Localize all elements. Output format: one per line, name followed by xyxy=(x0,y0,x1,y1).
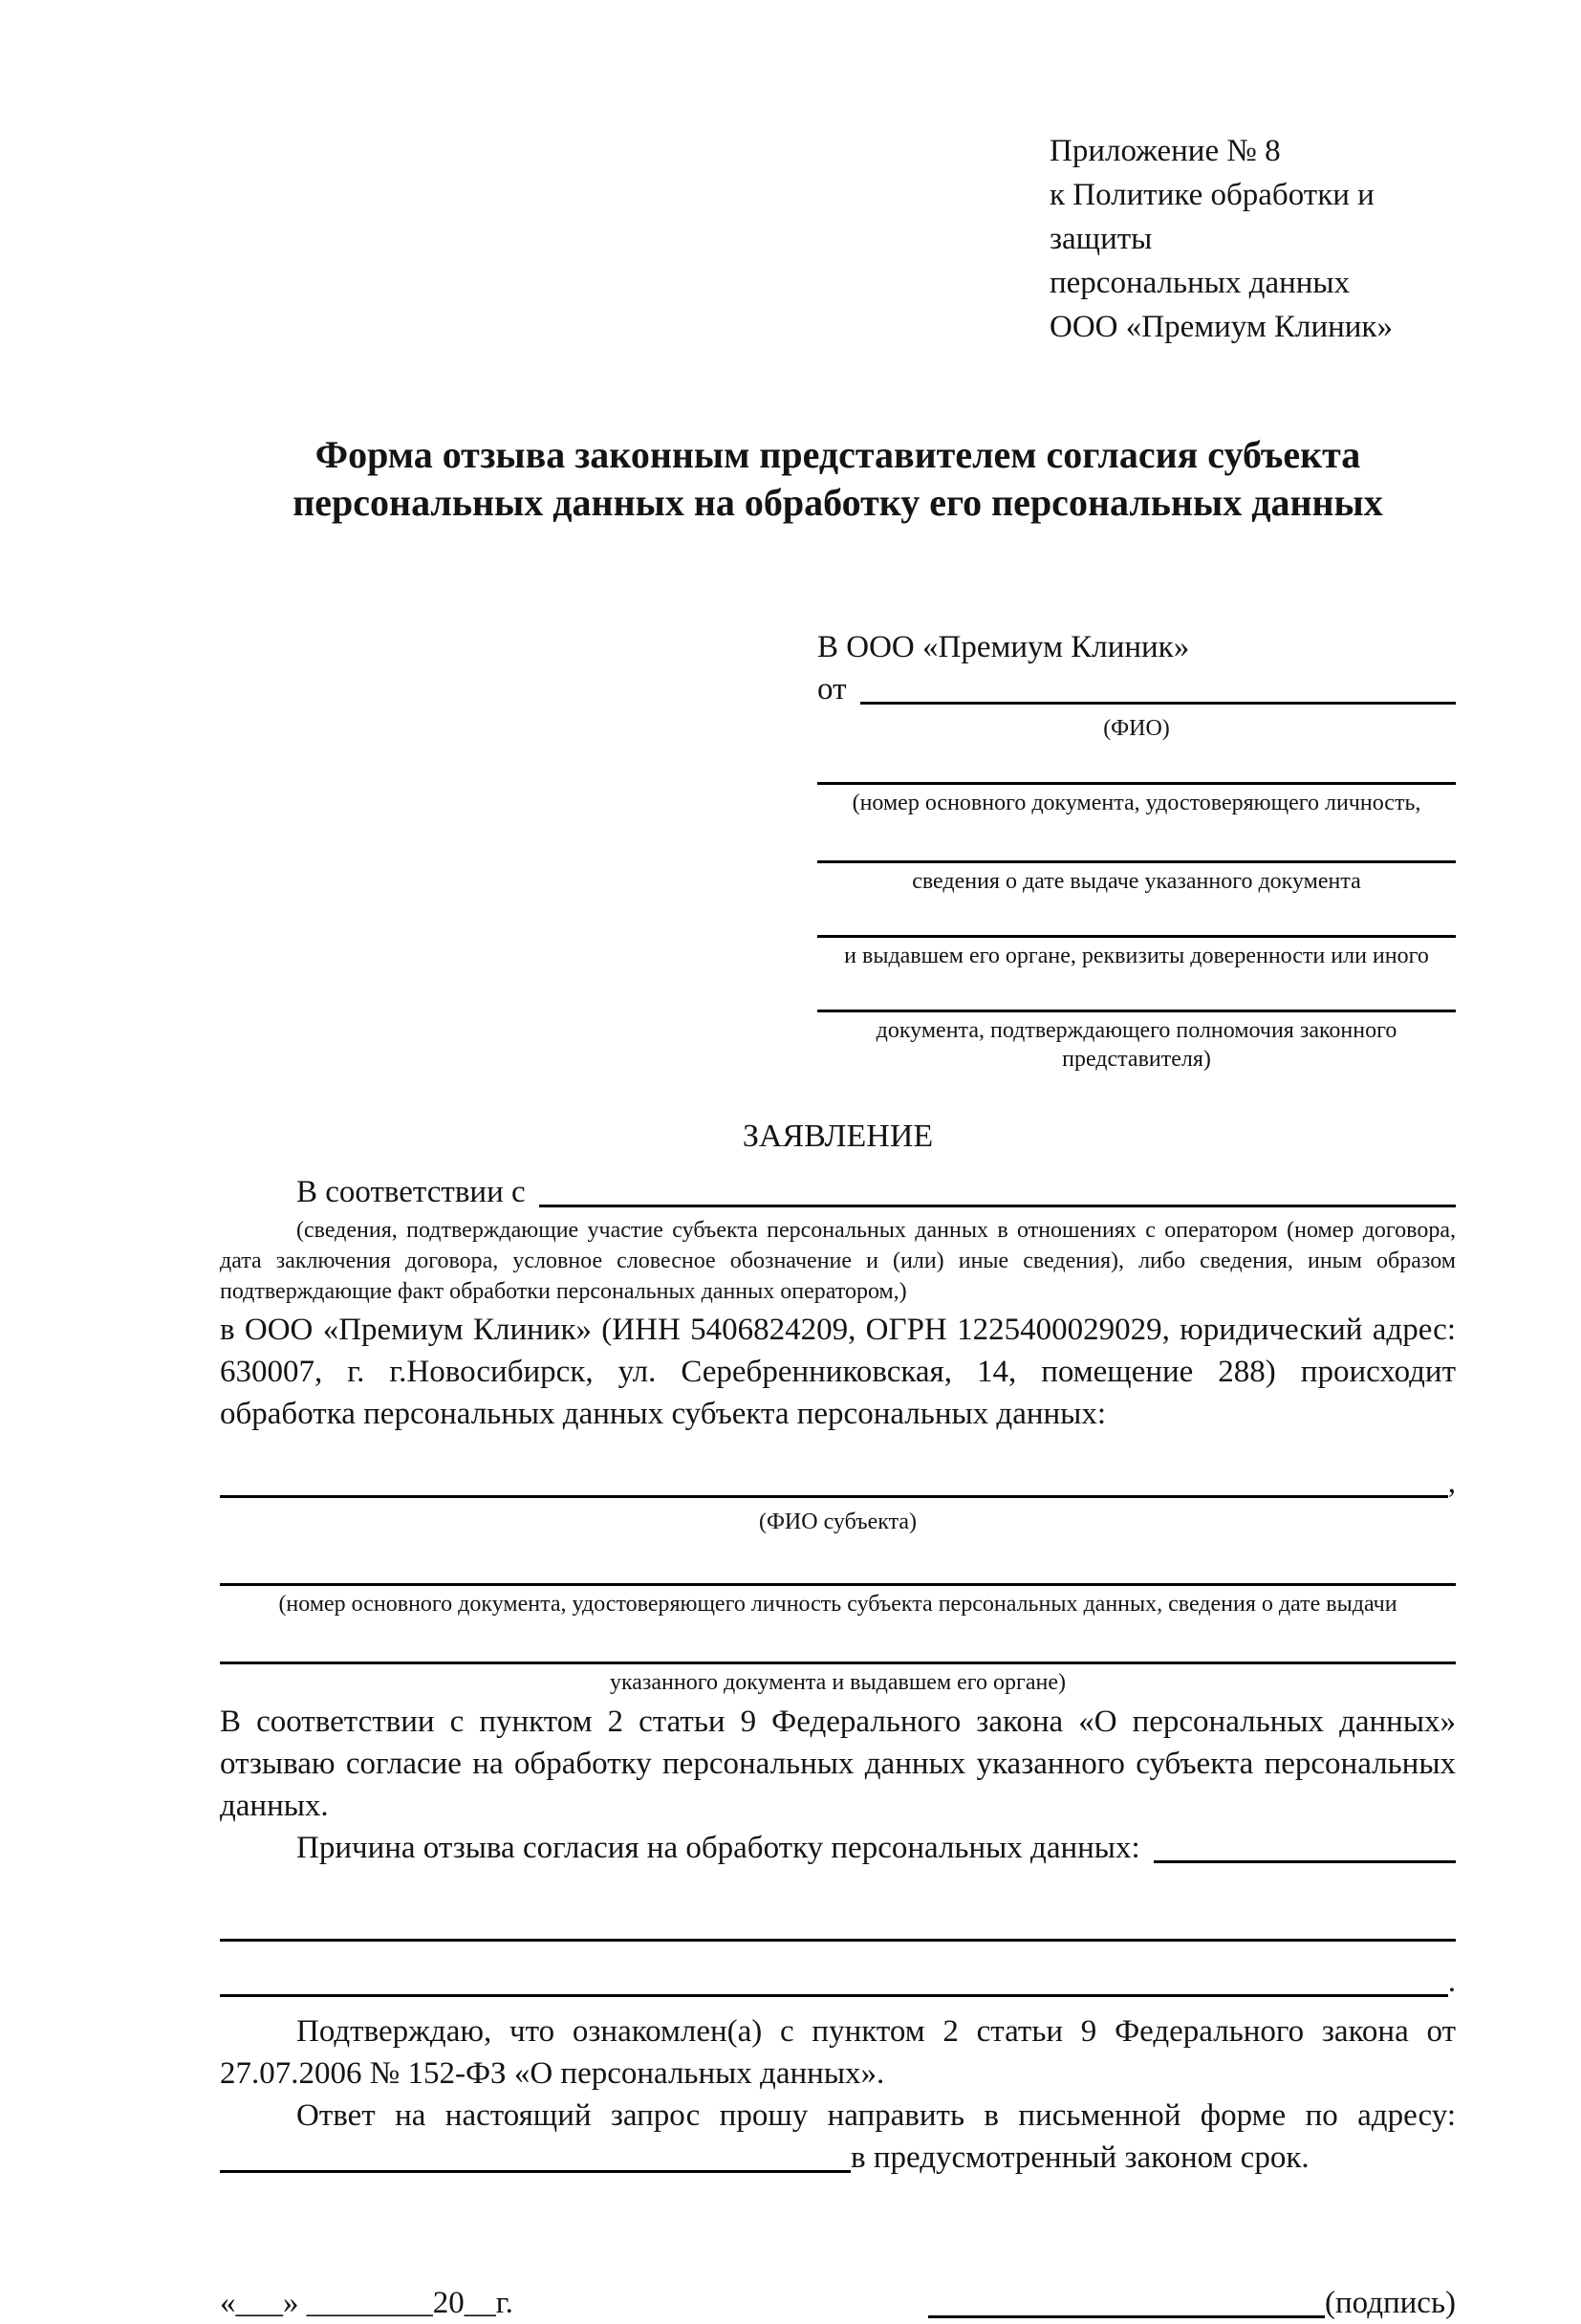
representative-doc-caption-4: документа, подтверждающего полномочия законного представителя) xyxy=(876,1018,1397,1072)
subject-fio-line-suffix: , xyxy=(1447,1466,1456,1500)
statement-heading: ЗАЯВЛЕНИЕ xyxy=(742,1119,934,1154)
accordance-field[interactable] xyxy=(539,1205,1456,1207)
reply-line-2 xyxy=(220,2137,1456,2179)
signature-field[interactable] xyxy=(928,2315,1325,2318)
reply-line-2-text: в предусмотренный законом срок. xyxy=(851,2140,1310,2175)
subject-fio-caption: (ФИО субъекта) xyxy=(758,1510,918,1534)
accordance-note: (сведения, подтверждающие участие субъекта персональных данных в отношениях с оператором (номер договора, дата заключения договора, условное словесное обозначение и (или) иные сведения), либо сведения, иным образом подтверждающие факт обработки персональных данных оператором,) xyxy=(220,1218,1456,1304)
reason-field[interactable] xyxy=(1154,1860,1456,1863)
appendix-line: Приложение № 8 xyxy=(1050,134,1281,168)
date-line[interactable]: «___» ________20__г. xyxy=(220,2286,513,2320)
document-title-line: персональных данных на обработку его персональных данных xyxy=(292,481,1383,524)
reply-line-1: Ответ на настоящий запрос прошу направить в письменной форме по адресу: xyxy=(296,2098,1456,2133)
signature-group xyxy=(928,2282,1456,2324)
reason-line xyxy=(220,1827,1456,1869)
subject-doc-caption-1: (номер основного документа, удостоверяющего личность субъекта персональных данных, сведения о дате выдачи xyxy=(278,1592,1397,1617)
reason-detail-field-1[interactable] xyxy=(220,1915,1456,1942)
document-title xyxy=(220,431,1456,527)
representative-doc-caption-3: и выдавшем его органе, реквизиты доверенности или иного xyxy=(844,944,1429,968)
representative-doc-caption-1: (номер основного документа, удостоверяющего личность, xyxy=(852,791,1421,815)
reason-detail-field-2[interactable] xyxy=(220,1994,1448,1997)
representative-doc-caption-2: сведения о дате выдаче указанного документа xyxy=(912,869,1361,894)
addressee-to: В ООО «Премиум Клиник» xyxy=(817,630,1190,664)
representative-doc-field-4[interactable] xyxy=(817,986,1456,1012)
reason-detail-suffix: . xyxy=(1447,1965,1456,1999)
subject-fio-line xyxy=(220,1462,1456,1504)
representative-doc-field-1[interactable] xyxy=(817,758,1456,785)
reply-address-field[interactable] xyxy=(220,2170,851,2173)
confirm-paragraph: Подтверждаю, что ознакомлен(а) с пунктом 2 статьи 9 Федерального закона от 27.07.2006 № 152-ФЗ «О персональных данных». xyxy=(220,2014,1456,2091)
reason-label: Причина отзыва согласия на обработку персональных данных: xyxy=(296,1831,1140,1865)
document-title-line: Форма отзыва законным представителем согласия субъекта xyxy=(314,433,1361,476)
representative-doc-field-3[interactable] xyxy=(817,911,1456,938)
accordance-label: В соответствии с xyxy=(296,1175,526,1209)
subject-doc-field-1[interactable] xyxy=(220,1559,1456,1586)
from-line xyxy=(817,668,1456,710)
signature-caption: (подпись) xyxy=(1325,2286,1456,2320)
appendix-line: ООО «Премиум Клиник» xyxy=(1050,310,1393,344)
representative-doc-field-2[interactable] xyxy=(817,836,1456,863)
appendix-line: к Политике обработки и защиты xyxy=(1050,178,1375,256)
footer-row xyxy=(220,2282,1456,2324)
operator-paragraph: в ООО «Премиум Клиник» (ИНН 5406824209, ОГРН 1225400029029, юридический адрес: 630007, г. г.Новосибирск, ул. Серебренниковская, 14, помещение 288) происходит обработка персональных данных субъекта персональных данных: xyxy=(220,1313,1456,1431)
from-fio-field[interactable] xyxy=(860,702,1457,705)
accordance-line xyxy=(220,1171,1456,1213)
subject-doc-caption-2: указанного документа и выдавшем его органе) xyxy=(609,1670,1067,1695)
subject-doc-field-2[interactable] xyxy=(220,1638,1456,1664)
appendix-line: персональных данных xyxy=(1050,266,1351,300)
reason-detail-line-2 xyxy=(220,1961,1456,2003)
from-label: от xyxy=(817,672,847,706)
addressee-block xyxy=(817,626,1456,1074)
subject-fio-field[interactable] xyxy=(220,1495,1448,1498)
withdraw-paragraph: В соответствии с пунктом 2 статьи 9 Федерального закона «О персональных данных» отзываю согласие на обработку персональных данных указанного субъекта персональных данных. xyxy=(220,1705,1456,1823)
appendix-block xyxy=(1050,129,1456,349)
fio-caption: (ФИО) xyxy=(1103,716,1170,741)
